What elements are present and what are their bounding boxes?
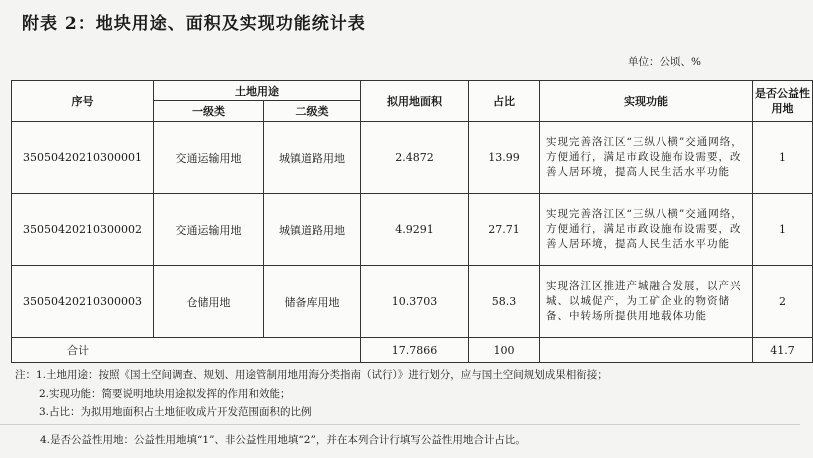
divider xyxy=(0,424,800,425)
cell-area: 10.3703 xyxy=(361,266,469,338)
total-function xyxy=(540,338,753,363)
header-seq: 序号 xyxy=(12,81,154,122)
note-1: 注：1.土地用途：按照《国土空间调查、规划、用途管制用地用海分类指南（试行）》进行划分，应与国土空间规划成果相衔接； xyxy=(15,369,608,381)
cell-function: 实现洛江区推进产城融合发展，以产兴城、以城促产，为工矿企业的物资储备、中转场所提供用地载体功能 xyxy=(540,266,753,338)
header-area: 拟用地面积 xyxy=(361,81,469,122)
cell-area: 4.9291 xyxy=(361,194,469,266)
cell-ratio: 58.3 xyxy=(469,266,540,338)
cell-level2: 城镇道路用地 xyxy=(264,122,361,194)
header-level1: 一级类 xyxy=(154,101,264,122)
table-row xyxy=(12,194,813,266)
table-row xyxy=(12,266,813,338)
cell-ratio: 13.99 xyxy=(469,122,540,194)
cell-level1: 交通运输用地 xyxy=(154,122,264,194)
cell-public: 1 xyxy=(753,122,813,194)
cell-function: 实现完善洛江区“三纵八横”交通网络，方便通行，满足市政设施布设需要，改善人居环境，提高人民生活水平功能 xyxy=(540,122,753,194)
page-title: 附表 2：地块用途、面积及实现功能统计表 xyxy=(22,14,366,34)
note-3: 3.占比：为拟用地面积占土地征收成片开发范围面积的比例 xyxy=(39,406,312,418)
cell-level2: 储备库用地 xyxy=(264,266,361,338)
cell-level1: 交通运输用地 xyxy=(154,194,264,266)
cell-seq: 35050420210300002 xyxy=(12,194,154,266)
table-row xyxy=(12,122,813,194)
cell-public: 1 xyxy=(753,194,813,266)
statistics-table xyxy=(11,80,813,363)
header-function: 实现功能 xyxy=(540,81,753,122)
cell-level1: 仓储用地 xyxy=(154,266,264,338)
header-land-use: 土地用途 xyxy=(154,81,361,101)
total-label: 合计 xyxy=(12,338,361,363)
cell-public: 2 xyxy=(753,266,813,338)
total-row xyxy=(12,338,813,363)
cell-seq: 35050420210300003 xyxy=(12,266,154,338)
unit-label: 单位：公顷、% xyxy=(628,56,701,68)
note-2: 2.实现功能：简要说明地块用途拟发挥的作用和效能； xyxy=(39,387,291,400)
cell-ratio: 27.71 xyxy=(469,194,540,266)
header-level2: 二级类 xyxy=(264,101,361,122)
total-ratio: 100 xyxy=(469,338,540,363)
header-ratio: 占比 xyxy=(469,81,540,122)
cell-level2: 城镇道路用地 xyxy=(264,194,361,266)
cell-function: 实现完善洛江区“三纵八横”交通网络，方便通行，满足市政设施布设需要，改善人居环境，提高人民生活水平功能 xyxy=(540,194,753,266)
cell-area: 2.4872 xyxy=(361,122,469,194)
total-area: 17.7866 xyxy=(361,338,469,363)
total-public: 41.7 xyxy=(753,338,813,363)
note-4: 4.是否公益性用地：公益性用地填“1”、非公益性用地填“2”，并在本列合计行填写公益性用地合计占比。 xyxy=(40,434,526,446)
header-public: 是否公益性用地 xyxy=(753,81,813,122)
cell-seq: 35050420210300001 xyxy=(12,122,154,194)
notes xyxy=(15,366,608,422)
